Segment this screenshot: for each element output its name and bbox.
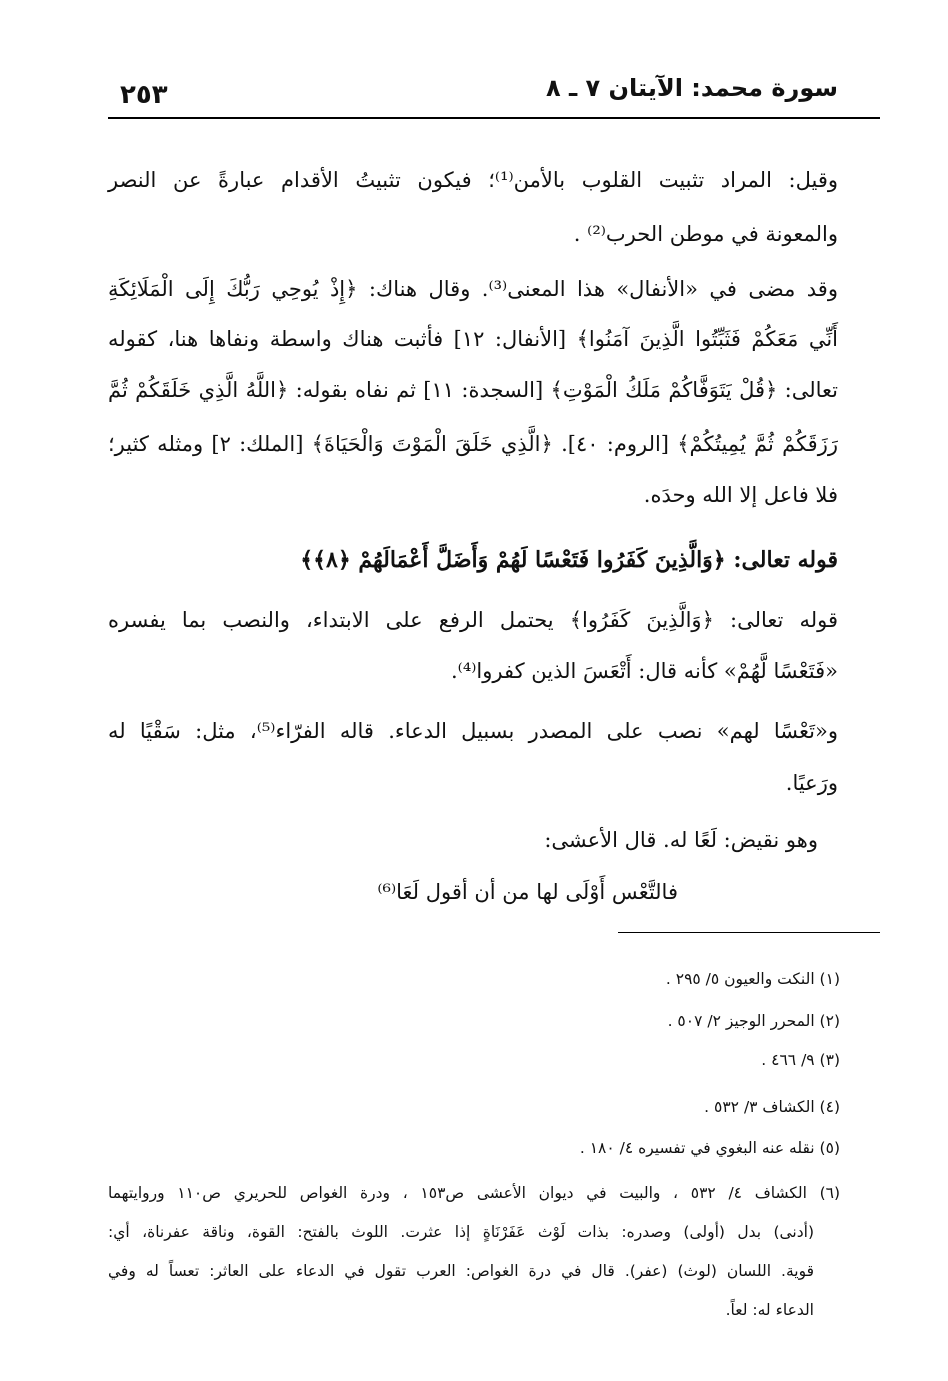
- body-line: أَنِّي مَعَكُمْ فَثَبِّتُوا الَّذِينَ آمَنُوا﴾ [الأنفال: ١٢] فأثبت هناك واسطة ونفاها هنا، كقوله: [108, 327, 838, 351]
- footnote-continuation: قوية. اللسان (لوث) (عفر). قال في درة الغواص: العرب تقول في الدعاء على العاثر: تعساً له وفي: [108, 1262, 814, 1280]
- body-line: و«تَعْسًا لهم» نصب على المصدر بسبيل الدعاء. قاله الفرّاء⁽⁵⁾، مثل: سَقْيًا له: [108, 719, 839, 743]
- footnote-divider: [618, 932, 880, 933]
- body-line: ورَعيًا.: [785, 771, 838, 795]
- body-line: والمعونة في موطن الحرب⁽²⁾ .: [573, 222, 838, 246]
- body-line: وهو نقيض: لَعًا له. قال الأعشى:: [544, 828, 818, 852]
- page-number: ٢٥٣: [120, 80, 168, 110]
- footnote: (٦) الكشاف ٤/ ٥٣٢ ، والبيت في ديوان الأعشى ص١٥٣ ، ودرة الغواص للحريري ص١١٠ وروايتهما: [108, 1184, 841, 1202]
- footnote: (٢) المحرر الوجيز ٢/ ٥٠٧ .: [667, 1012, 840, 1030]
- footnote: (٤) الكشاف ٣/ ٥٣٢ .: [704, 1098, 840, 1116]
- header-divider: [108, 117, 880, 119]
- running-header-title: سورة محمد: الآيتان ٧ ـ ٨: [545, 74, 838, 102]
- footnote-continuation: (أدنى) بدل (أولى) وصدره: بذات لَوْث عَفَرْنَاةٍ إذا عثرت. اللوث بالفتح: القوة، وناقة عفرناة، أي:: [108, 1223, 814, 1241]
- body-line: «فَتَعْسًا لَّهُمْ» كأنه قال: أَتْعَسَ الذين كفروا⁽⁴⁾.: [451, 659, 838, 683]
- body-line: رَزَقَكُمْ ثُمَّ يُمِيتُكُمْ﴾ [الروم: ٤٠]. ﴿الَّذِي خَلَقَ الْمَوْتَ وَالْحَيَاةَ﴾ [الملك: ٢] ومثله كثير؛: [108, 432, 839, 456]
- body-line: تعالى: ﴿قُلْ يَتَوَفَّاكُمْ مَلَكُ الْمَوْتِ﴾ [السجدة: ١١] ثم نفاه بقوله: ﴿اللَّهُ الَّذِي خَلَقَكُمْ ثُمَّ: [108, 378, 838, 402]
- footnote: (٣) ٩/ ٤٦٦ .: [761, 1051, 840, 1069]
- verse-heading: قوله تعالى: ﴿وَالَّذِينَ كَفَرُوا فَتَعْسًا لَهُمْ وَأَضَلَّ أَعْمَالَهُمْ ﴿٨﴾﴾: [300, 547, 838, 573]
- footnote: (١) النكت والعيون ٥/ ٢٩٥ .: [665, 970, 840, 988]
- footnote: (٥) نقله عنه البغوي في تفسيره ٤/ ١٨٠ .: [579, 1139, 840, 1157]
- body-line: قوله تعالى: ﴿وَالَّذِينَ كَفَرُوا﴾ يحتمل الرفع على الابتداء، والنصب بما يفسره: [108, 608, 838, 632]
- poetry-verse: فالتَّعْس أَوْلَى لها من أن أقول لَعَا⁽⁶⁾: [377, 880, 678, 904]
- footnote-continuation: الدعاء له: لعاً.: [725, 1301, 814, 1319]
- body-line: فلا فاعل إلا الله وحدَه.: [643, 483, 838, 507]
- body-line: وقد مضى في «الأنفال» هذا المعنى⁽³⁾. وقال هناك: ﴿إِذْ يُوحِي رَبُّكَ إِلَى الْمَلَائِكَةِ: [108, 277, 838, 301]
- body-line: وقيل: المراد تثبيت القلوب بالأمن⁽¹⁾؛ فيكون تثبيتُ الأقدام عبارةً عن النصر: [108, 168, 839, 192]
